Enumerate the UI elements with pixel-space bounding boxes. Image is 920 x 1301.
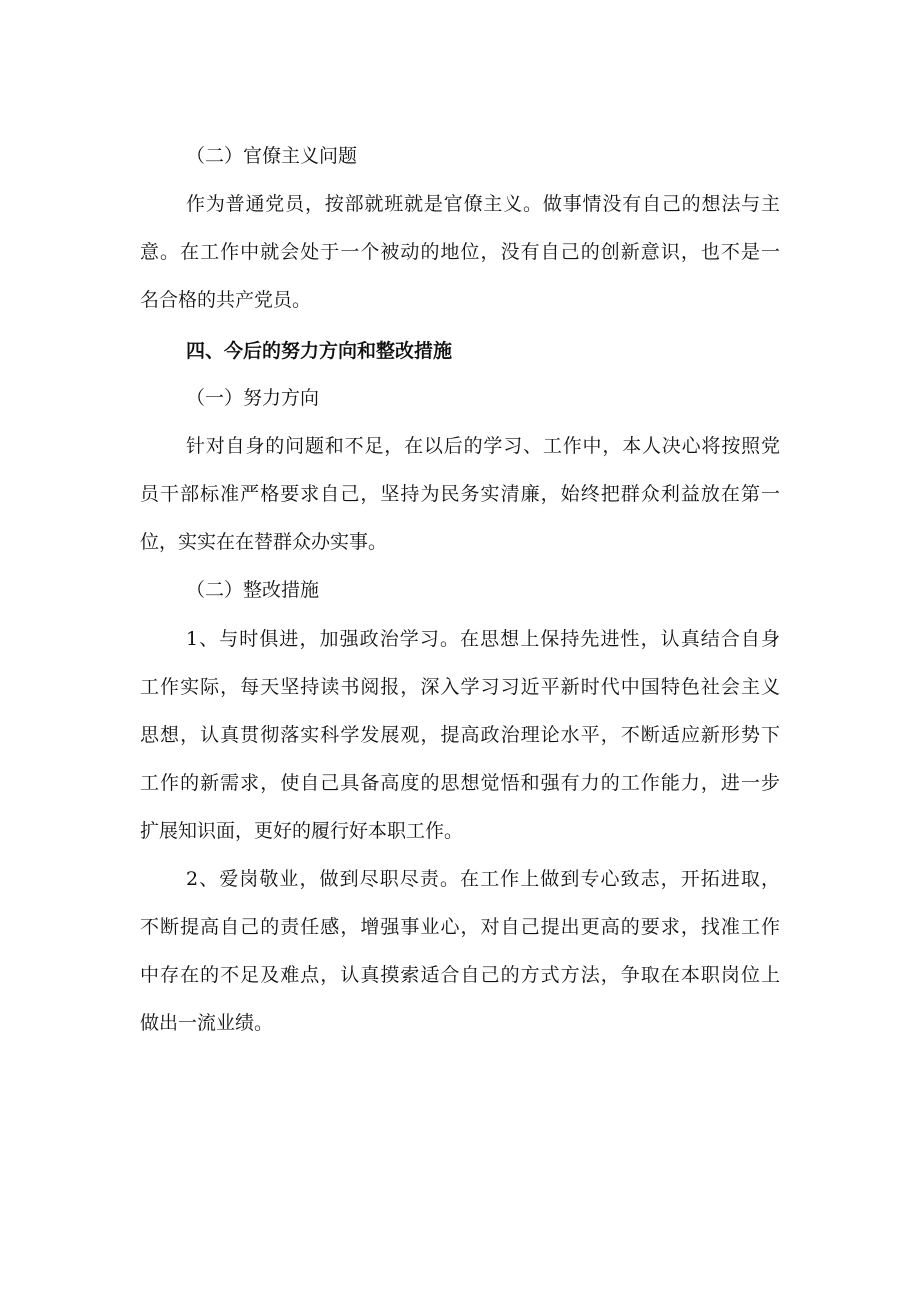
paragraph-line: 作为普通党员，按部就班就是官僚主义。做事情没有自己的想法与主 [186, 193, 780, 215]
paragraph-line: 工作实际，每天坚持读书阅报，深入学习习近平新时代中国特色社会主义 [140, 676, 780, 698]
paragraph-line: 位，实实在在替群众办实事。 [140, 531, 388, 553]
paragraph-line: 中存在的不足及难点，认真摸索适合自己的方式方法，争取在本职岗位上 [140, 964, 780, 986]
paragraph-line: 不断提高自己的责任感，增强事业心，对自己提出更高的要求，找准工作 [140, 916, 780, 938]
paragraph-line: 名合格的共产党员。 [140, 289, 312, 311]
section-heading-four: 四、今后的努力方向和整改措施 [186, 340, 453, 362]
paragraph-line: 1、与时俱进，加强政治学习。在思想上保持先进性，认真结合自身 [186, 628, 780, 650]
subheading-direction: （一）努力方向 [186, 387, 320, 409]
paragraph-line: 做出一流业绩。 [140, 1012, 274, 1034]
paragraph-line: 思想，认真贯彻落实科学发展观，提高政治理论水平，不断适应新形势下 [140, 724, 780, 746]
paragraph-line: 针对自身的问题和不足，在以后的学习、工作中，本人决心将按照党 [186, 435, 780, 457]
paragraph-line: 意。在工作中就会处于一个被动的地位，没有自己的创新意识，也不是一 [140, 241, 780, 263]
paragraph-line: 2、爱岗敬业，做到尽职尽责。在工作上做到专心致志，开拓进取， [186, 868, 780, 890]
subheading-bureaucratism: （二）官僚主义问题 [186, 145, 358, 167]
paragraph-line: 工作的新需求，使自己具备高度的思想觉悟和强有力的工作能力，进一步 [140, 772, 780, 794]
subheading-measures: （二）整改措施 [186, 579, 320, 601]
paragraph-line: 扩展知识面，更好的履行好本职工作。 [140, 820, 464, 842]
paragraph-line: 员干部标准严格要求自己，坚持为民务实清廉，始终把群众利益放在第一 [140, 483, 780, 505]
